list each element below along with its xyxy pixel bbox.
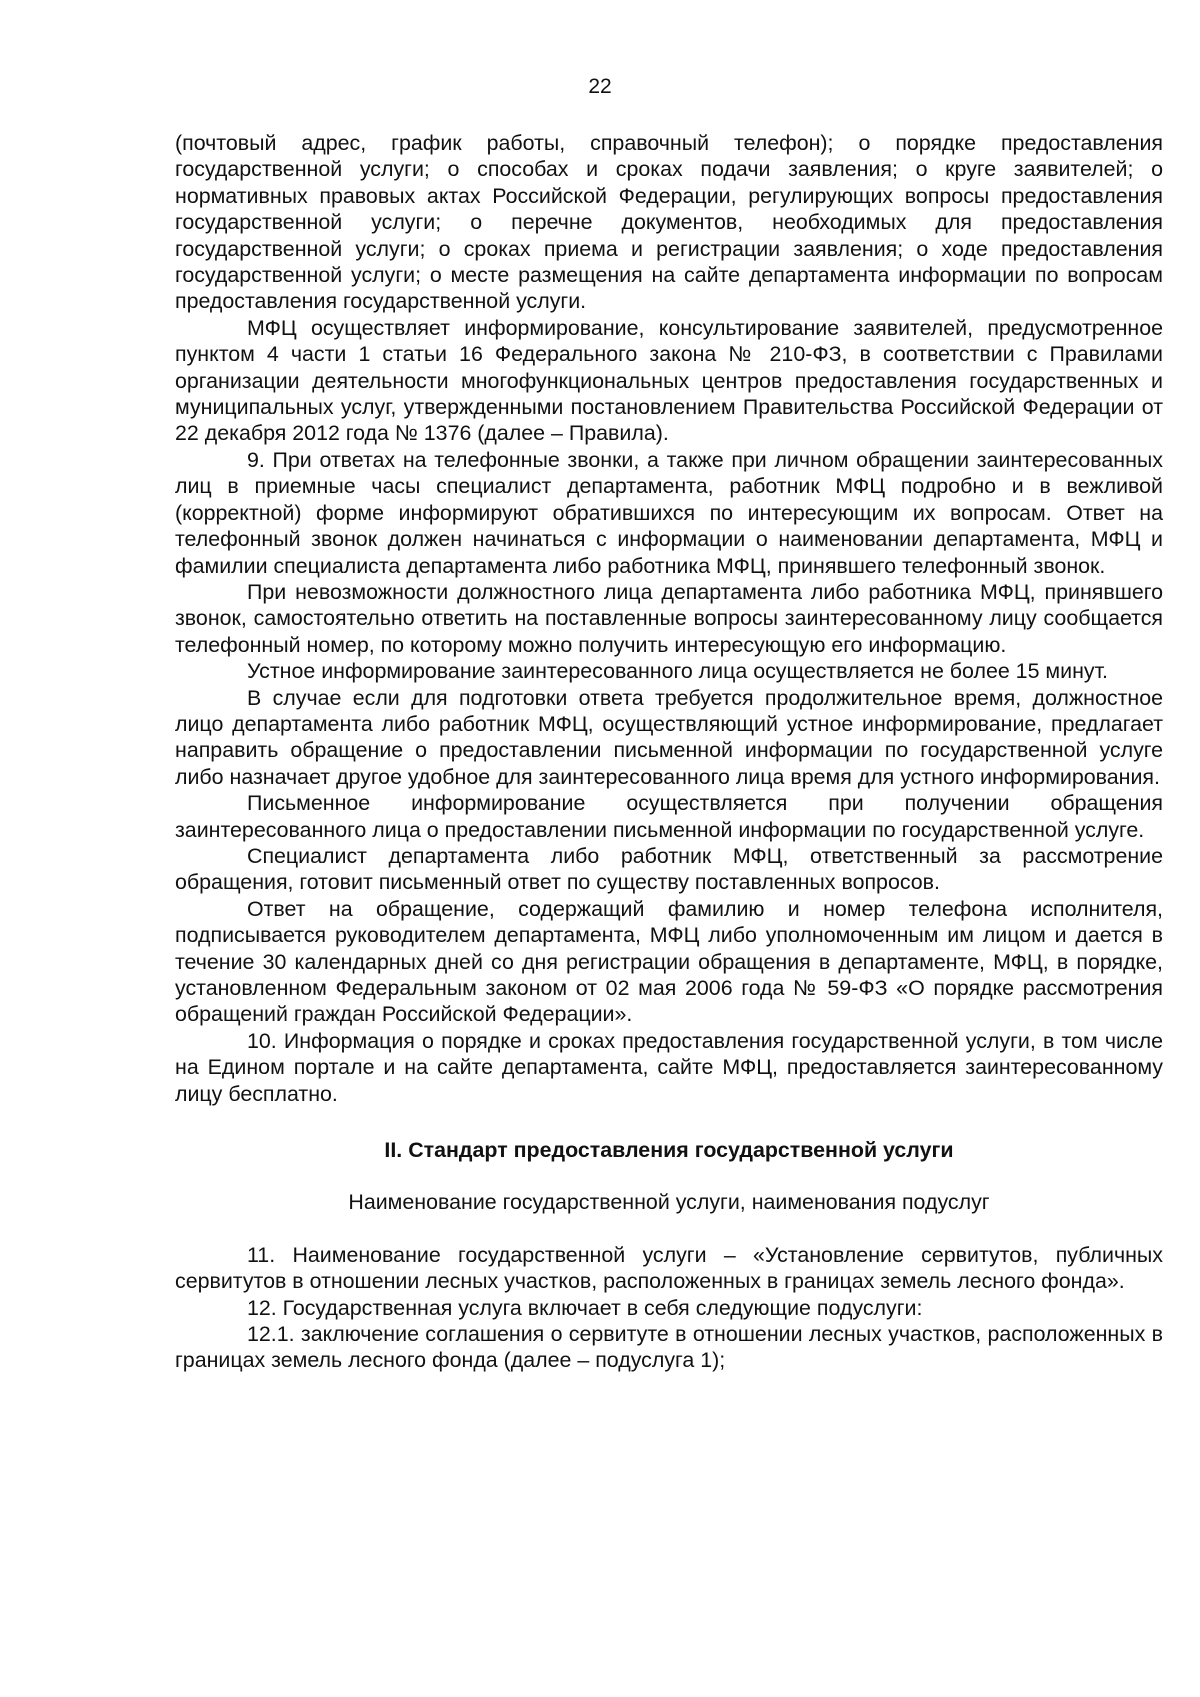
section-heading: II. Стандарт предоставления государственной услуги	[384, 1138, 954, 1163]
paragraph-item-9: 9. При ответах на телефонные звонки, а также при личном обращении заинтересованных лиц в приемные часы специалист департамента, работник МФЦ подробно и в вежливой (корректной) форме информируют обратившихся по интересующим их вопросам. Ответ на телефонный звонок должен начинаться с информации о наименовании департамента, МФЦ и фамилии специалиста департамента либо работника МФЦ, принявшего телефонный звонок.	[175, 447, 1163, 578]
paragraph-item-11: 11. Наименование государственной услуги – «Установление сервитутов, публичных сервитутов в отношении лесных участков, расположенных в границах земель лесного фонда».	[175, 1242, 1163, 1294]
paragraph-answer-signing: Ответ на обращение, содержащий фамилию и номер телефона исполнителя, подписывается руководителем департамента, МФЦ либо уполномоченным им лицом и дается в течение 30 календарных дней со дня регистрации обращения в департаменте, МФЦ, в порядке, установленном Федеральным законом от 02 мая 2006 года № 59-ФЗ «О порядке рассмотрения обращений граждан Российской Федерации».	[175, 896, 1163, 1027]
paragraph-item-10: 10. Информация о порядке и сроках предоставления государственной услуги, в том числе на Едином портале и на сайте департамента, сайте МФЦ, предоставляется заинтересованному лицу бесплатно.	[175, 1028, 1163, 1106]
paragraph-oral-duration: Устное информирование заинтересованного лица осуществляется не более 15 минут.	[247, 659, 1108, 684]
paragraph-written-informing: Письменное информирование осуществляется при получении обращения заинтересованного лица о предоставлении письменной информации по государственной услуге.	[175, 791, 1163, 842]
page-number: 22	[588, 75, 612, 98]
paragraph-item-12: 12. Государственная услуга включает в себя следующие подуслуги:	[247, 1295, 923, 1320]
paragraph-long-answer: В случае если для подготовки ответа требуется продолжительное время, должностное лицо департамента либо работник МФЦ, осуществляющий устное информирование, предлагает направить обращение о предоставлении письменной информации по государственной услуге либо назначает другое удобное для заинтересованного лица время для устного информирования.	[175, 685, 1163, 789]
paragraph-mfc-informing: МФЦ осуществляет информирование, консультирование заявителей, предусмотренное пунктом 4 части 1 статьи 16 Федерального закона № 210-ФЗ, в соответствии с Правилами организации деятельности многофункциональных центров предоставления государственных и муниципальных услуг, утвержденными постановлением Правительства Российской Федерации от 22 декабря 2012 года № 1376 (далее – Правила).	[175, 315, 1163, 446]
spacer	[175, 1216, 1163, 1242]
paragraph-contact-info: (почтовый адрес, график работы, справочный телефон); о порядке предоставления государственной услуги; о способах и сроках подачи заявления; о круге заявителей; о нормативных правовых актах Российской Федерации, регулирующих вопросы предоставления государственной услуги; о перечне документов, необходимых для предоставления государственной услуги; о сроках приема и регистрации заявления; о ходе предоставления государственной услуги; о месте размещения на сайте департамента информации по вопросам предоставления государственной услуги.	[175, 131, 1163, 314]
paragraph-item-12-1: 12.1. заключение соглашения о сервитуте в отношении лесных участков, расположенных в границах земель лесного фонда (далее – подуслуга 1);	[175, 1322, 1163, 1373]
paragraph-written-answer: Специалист департамента либо работник МФЦ, ответственный за рассмотрение обращения, готовит письменный ответ по существу поставленных вопросов.	[175, 843, 1163, 895]
subheading: Наименование государственной услуги, наименования подуслуг	[348, 1190, 990, 1215]
document-body	[175, 130, 1163, 1374]
paragraph-phone-redirect: При невозможности должностного лица департамента либо работника МФЦ, принявшего звонок, самостоятельно ответить на поставленные вопросы заинтересованному лицу сообщается телефонный номер, по которому можно получить интересующую его информацию.	[175, 579, 1163, 657]
